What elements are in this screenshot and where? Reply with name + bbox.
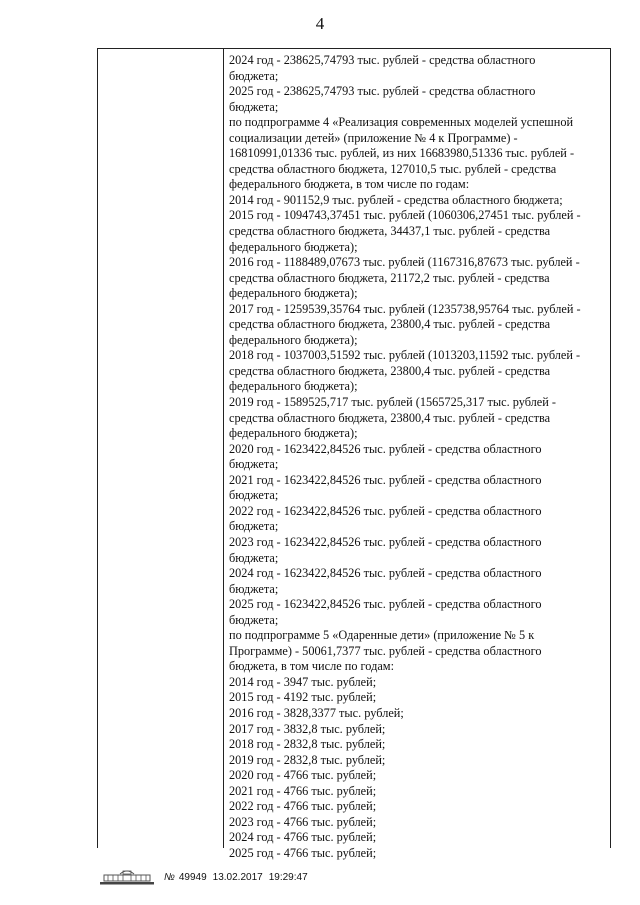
page-number: 4 <box>315 14 325 33</box>
text-line: бюджета; <box>229 488 279 503</box>
doc-number-symbol: № <box>164 872 175 883</box>
text-line: бюджета; <box>229 519 279 534</box>
text-line: 16810991,01336 тыс. рублей, из них 16683980,51336 тыс. рублей - <box>229 146 575 161</box>
text-line: средства областного бюджета, 21172,2 тыс. рублей - средства <box>229 270 550 285</box>
text-line: бюджета; <box>229 612 279 627</box>
text-line: 2014 год - 3947 тыс. рублей; <box>229 674 377 689</box>
text-line: федерального бюджета); <box>229 379 358 394</box>
text-line: бюджета; <box>229 550 279 565</box>
text-line: бюджета; <box>229 99 279 114</box>
text-line: 2023 год - 4766 тыс. рублей; <box>229 814 377 829</box>
doc-number: 49949 <box>178 872 207 883</box>
text-line: федерального бюджета); <box>229 239 358 254</box>
text-line: бюджета; <box>229 457 279 472</box>
text-line: Программе) - 50061,7377 тыс. рублей - средства областного <box>229 643 542 658</box>
text-line: 2024 год - 1623422,84526 тыс. рублей - средства областного <box>229 566 542 581</box>
text-line: 2018 год - 1037003,51592 тыс. рублей (1013203,11592 тыс. рублей - <box>229 348 581 363</box>
text-line: бюджета; <box>229 581 279 596</box>
text-line: 2023 год - 1623422,84526 тыс. рублей - средства областного <box>229 534 542 549</box>
text-line: 2017 год - 3832,8 тыс. рублей; <box>229 721 386 736</box>
text-line: средства областного бюджета, 127010,5 тыс. рублей - средства <box>229 161 557 176</box>
text-line: 2025 год - 1623422,84526 тыс. рублей - средства областного <box>229 597 542 612</box>
text-line: 2014 год - 901152,9 тыс. рублей - средства областного бюджета; <box>229 192 563 207</box>
text-line: средства областного бюджета, 23800,4 тыс. рублей - средства <box>229 410 551 425</box>
text-line: социализации детей» (приложение № 4 к Программе) - <box>229 130 518 145</box>
text-line: 2015 год - 4192 тыс. рублей; <box>229 690 377 705</box>
column-divider <box>223 49 224 848</box>
text-line: 2021 год - 1623422,84526 тыс. рублей - средства областного <box>229 472 542 487</box>
text-line: 2015 год - 1094743,37451 тыс. рублей (1060306,27451 тыс. рублей - <box>229 208 581 223</box>
text-line: 2016 год - 1188489,07673 тыс. рублей (1167316,87673 тыс. рублей - <box>229 255 580 270</box>
document-stamp <box>164 872 314 883</box>
content-table <box>97 48 611 860</box>
text-line: 2025 год - 238625,74793 тыс. рублей - средства областного <box>229 84 536 99</box>
text-line: 2020 год - 4766 тыс. рублей; <box>229 768 377 783</box>
text-line: 2019 год - 1589525,717 тыс. рублей (1565725,317 тыс. рублей - <box>229 395 556 410</box>
text-line: 2016 год - 3828,3377 тыс. рублей; <box>229 705 404 720</box>
text-line: бюджета, в том числе по годам: <box>229 659 394 674</box>
text-line: 2025 год - 4766 тыс. рублей; <box>229 845 377 860</box>
text-line: по подпрограмме 4 «Реализация современных моделей успешной <box>229 115 574 130</box>
doc-date: 13.02.2017 <box>212 872 263 883</box>
text-line: 2019 год - 2832,8 тыс. рублей; <box>229 752 386 767</box>
text-line: бюджета; <box>229 68 279 83</box>
text-line: 2024 год - 238625,74793 тыс. рублей - средства областного <box>229 53 536 67</box>
text-line: по подпрограмме 5 «Одаренные дети» (приложение № 5 к <box>229 628 535 643</box>
text-line: федерального бюджета); <box>229 426 358 441</box>
text-line: 2022 год - 4766 тыс. рублей; <box>229 799 377 814</box>
doc-time: 19:29:47 <box>268 872 308 883</box>
text-line: средства областного бюджета, 23800,4 тыс. рублей - средства <box>229 363 551 378</box>
text-line: федерального бюджета); <box>229 332 358 347</box>
footer <box>98 868 358 888</box>
text-line: федерального бюджета, в том числе по годам: <box>229 177 470 192</box>
text-line: 2024 год - 4766 тыс. рублей; <box>229 830 377 845</box>
text-line: 2020 год - 1623422,84526 тыс. рублей - средства областного <box>229 441 542 456</box>
building-stamp-icon <box>98 868 156 886</box>
text-line: 2018 год - 2832,8 тыс. рублей; <box>229 737 386 752</box>
text-line: федерального бюджета); <box>229 286 358 301</box>
text-line: средства областного бюджета, 34437,1 тыс. рублей - средства <box>229 224 551 239</box>
text-line: 2017 год - 1259539,35764 тыс. рублей (1235738,95764 тыс. рублей - <box>229 301 581 316</box>
text-line: средства областного бюджета, 23800,4 тыс. рублей - средства <box>229 317 551 332</box>
text-line: 2021 год - 4766 тыс. рублей; <box>229 783 377 798</box>
text-line: 2022 год - 1623422,84526 тыс. рублей - средства областного <box>229 503 542 518</box>
table-cell-text <box>229 53 604 861</box>
